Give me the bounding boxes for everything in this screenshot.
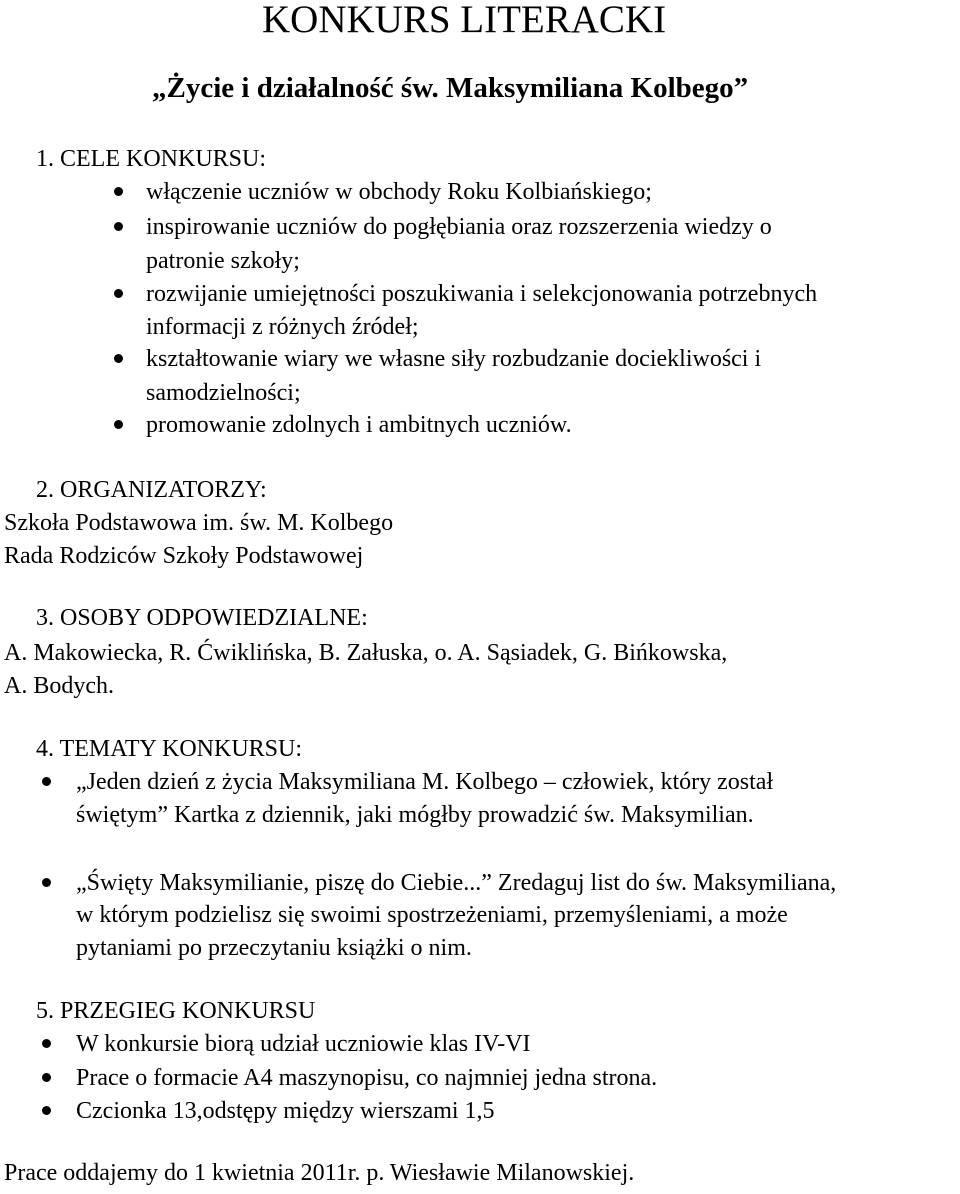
responsible-line: A. Makowiecka, R. Ćwiklińska, B. Załuska, o. A. Sąsiadek, G. Bińkowska, <box>4 640 728 666</box>
section-3-heading: 3. OSOBY ODPOWIEDZIALNE: <box>36 605 368 631</box>
goal-line: rozwijanie umiejętności poszukiwania i selekcjonowania potrzebnych <box>146 281 818 307</box>
goal-line: inspirowanie uczniów do pogłębiania oraz rozszerzenia wiedzy o <box>146 214 772 240</box>
procedure-line: Prace o formacie A4 maszynopisu, co najmniej jedna strona. <box>76 1065 658 1091</box>
topic-line: w którym podzielisz się swoimi spostrzeżeniami, przemyśleniami, a może <box>76 902 788 928</box>
organizer-line: Rada Rodziców Szkoły Podstawowej <box>4 543 364 569</box>
bullet-icon <box>114 354 123 363</box>
goal-line: promowanie zdolnych i ambitnych uczniów. <box>146 412 572 438</box>
bullet-icon <box>114 187 123 196</box>
bullet-icon <box>42 1106 51 1115</box>
bullet-icon <box>114 222 123 231</box>
organizer-line: Szkoła Podstawowa im. św. M. Kolbego <box>4 510 394 536</box>
section-5-heading: 5. PRZEGIEG KONKURSU <box>36 998 316 1024</box>
responsible-line: A. Bodych. <box>4 673 114 699</box>
procedure-line: W konkursie biorą udział uczniowie klas IV-VI <box>76 1031 531 1057</box>
goal-line: samodzielności; <box>146 380 301 406</box>
goal-line: kształtowanie wiary we własne siły rozbudzanie dociekliwości i <box>146 346 762 372</box>
topic-line: „Święty Maksymilianie, piszę do Ciebie...” Zredaguj list do św. Maksymiliana, <box>76 870 837 896</box>
bullet-icon <box>114 420 123 429</box>
bullet-icon <box>42 878 51 887</box>
document-title: KONKURS LITERACKI <box>262 0 667 41</box>
topic-line: świętym” Kartka z dziennik, jaki mógłby prowadzić św. Maksymilian. <box>76 802 754 828</box>
procedure-line: Czcionka 13,odstępy między wierszami 1,5 <box>76 1098 495 1124</box>
document-subtitle: „Życie i działalność św. Maksymiliana Kolbego” <box>152 72 749 104</box>
goal-line: informacji z różnych źródeł; <box>146 314 419 340</box>
bullet-icon <box>114 289 123 298</box>
deadline-note: Prace oddajemy do 1 kwietnia 2011r. p. Wiesławie Milanowskiej. <box>4 1160 635 1186</box>
bullet-icon <box>42 1073 51 1082</box>
topic-line: „Jeden dzień z życia Maksymiliana M. Kolbego – człowiek, który został <box>76 769 774 795</box>
goal-line: włączenie uczniów w obchody Roku Kolbiańskiego; <box>146 179 652 205</box>
topic-line: pytaniami po przeczytaniu książki o nim. <box>76 935 472 961</box>
goal-line: patronie szkoły; <box>146 248 300 274</box>
section-4-heading: 4. TEMATY KONKURSU: <box>36 736 303 762</box>
section-1-heading: 1. CELE KONKURSU: <box>36 146 267 172</box>
section-2-heading: 2. ORGANIZATORZY: <box>36 477 267 503</box>
bullet-icon <box>42 777 51 786</box>
bullet-icon <box>42 1039 51 1048</box>
